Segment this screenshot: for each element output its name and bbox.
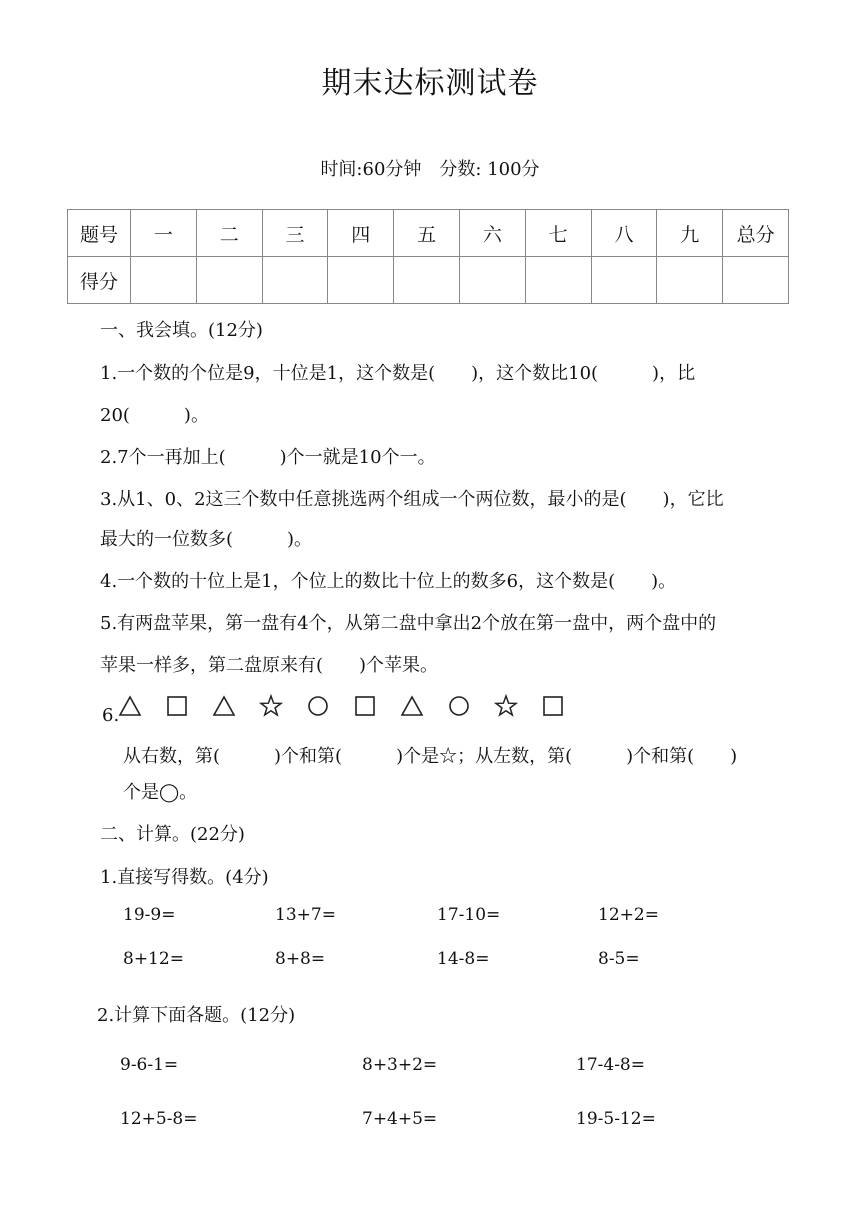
score-table bbox=[67, 209, 789, 304]
calc-item: 12+2= bbox=[598, 905, 659, 925]
score-blank-cell[interactable] bbox=[459, 257, 525, 304]
score-table-cell: 四 bbox=[328, 210, 394, 257]
question1-line2: 20( )。 bbox=[100, 405, 209, 426]
score-table-cell: 五 bbox=[394, 210, 460, 257]
section2-heading: 二、计算。(22分) bbox=[100, 824, 245, 845]
score-table-header-row bbox=[68, 210, 789, 257]
calc-item: 17-10= bbox=[437, 905, 501, 925]
question4: 4.一个数的十位上是1，个位上的数比十位上的数多6，这个数是( )。 bbox=[100, 571, 677, 592]
score-row-label: 得分 bbox=[68, 257, 131, 304]
calc-item: 13+7= bbox=[275, 905, 336, 925]
score-blank-cell[interactable] bbox=[657, 257, 723, 304]
score-table-cell: 八 bbox=[591, 210, 657, 257]
square-icon bbox=[353, 694, 377, 718]
score-table-cell: 一 bbox=[131, 210, 197, 257]
question3-line1: 3.从1、0、2这三个数中任意挑选两个组成一个两位数，最小的是( )，它比 bbox=[100, 489, 724, 510]
part2-heading: 2.计算下面各题。(12分) bbox=[97, 1005, 296, 1026]
star-icon bbox=[259, 694, 283, 718]
triangle-icon bbox=[212, 694, 236, 718]
score-table-cell: 三 bbox=[262, 210, 328, 257]
circle-icon bbox=[447, 694, 471, 718]
calc-item: 8+8= bbox=[275, 949, 326, 969]
calc-item: 14-8= bbox=[437, 949, 490, 969]
section1-heading: 一、我会填。(12分) bbox=[100, 320, 263, 341]
calc-item: 19-9= bbox=[123, 905, 176, 925]
calc-item: 17-4-8= bbox=[576, 1055, 645, 1075]
calc-item: 7+4+5= bbox=[362, 1109, 438, 1129]
score-blank-cell[interactable] bbox=[394, 257, 460, 304]
score-table-cell: 七 bbox=[525, 210, 591, 257]
part1-heading: 1.直接写得数。(4分) bbox=[100, 867, 269, 888]
question2: 2.7个一再加上( )个一就是10个一。 bbox=[100, 447, 436, 468]
page-title: 期末达标测试卷 bbox=[321, 66, 539, 101]
calc-item: 9-6-1= bbox=[120, 1055, 179, 1075]
calc-item: 8+12= bbox=[123, 949, 184, 969]
question5-line2: 苹果一样多，第二盘原来有( )个苹果。 bbox=[100, 655, 439, 676]
question6-shape-row bbox=[118, 692, 578, 722]
score-table-cell: 题号 bbox=[68, 210, 131, 257]
question3-line2: 最大的一位数多( )。 bbox=[100, 529, 313, 550]
score-blank-cell[interactable] bbox=[131, 257, 197, 304]
score-blank-cell[interactable] bbox=[328, 257, 394, 304]
score-blank-cell[interactable] bbox=[196, 257, 262, 304]
score-table-cell: 二 bbox=[196, 210, 262, 257]
question6-line2: 个是◯。 bbox=[123, 782, 198, 803]
score-table-score-row bbox=[68, 257, 789, 304]
score-blank-cell[interactable] bbox=[262, 257, 328, 304]
calc-item: 19-5-12= bbox=[576, 1109, 656, 1129]
calc-item: 8-5= bbox=[598, 949, 640, 969]
calc-item: 12+5-8= bbox=[120, 1109, 198, 1129]
star-icon bbox=[494, 694, 518, 718]
question5-line1: 5.有两盘苹果，第一盘有4个，从第二盘中拿出2个放在第一盘中，两个盘中的 bbox=[100, 613, 717, 634]
score-table-cell: 六 bbox=[459, 210, 525, 257]
square-icon bbox=[165, 694, 189, 718]
exam-info: 时间:60分钟 分数: 100分 bbox=[320, 159, 540, 180]
question6-number: 6. bbox=[102, 705, 120, 726]
score-table-cell: 九 bbox=[657, 210, 723, 257]
square-icon bbox=[541, 694, 565, 718]
question6-line1: 从右数，第( )个和第( )个是☆；从左数，第( )个和第( ) bbox=[123, 746, 738, 767]
calc-item: 8+3+2= bbox=[362, 1055, 438, 1075]
score-blank-cell[interactable] bbox=[723, 257, 789, 304]
score-blank-cell[interactable] bbox=[591, 257, 657, 304]
circle-icon bbox=[306, 694, 330, 718]
question1-line1: 1.一个数的个位是9，十位是1，这个数是( )，这个数比10( )，比 bbox=[100, 363, 696, 384]
triangle-icon bbox=[400, 694, 424, 718]
score-table-cell: 总分 bbox=[723, 210, 789, 257]
score-blank-cell[interactable] bbox=[525, 257, 591, 304]
triangle-icon bbox=[118, 694, 142, 718]
